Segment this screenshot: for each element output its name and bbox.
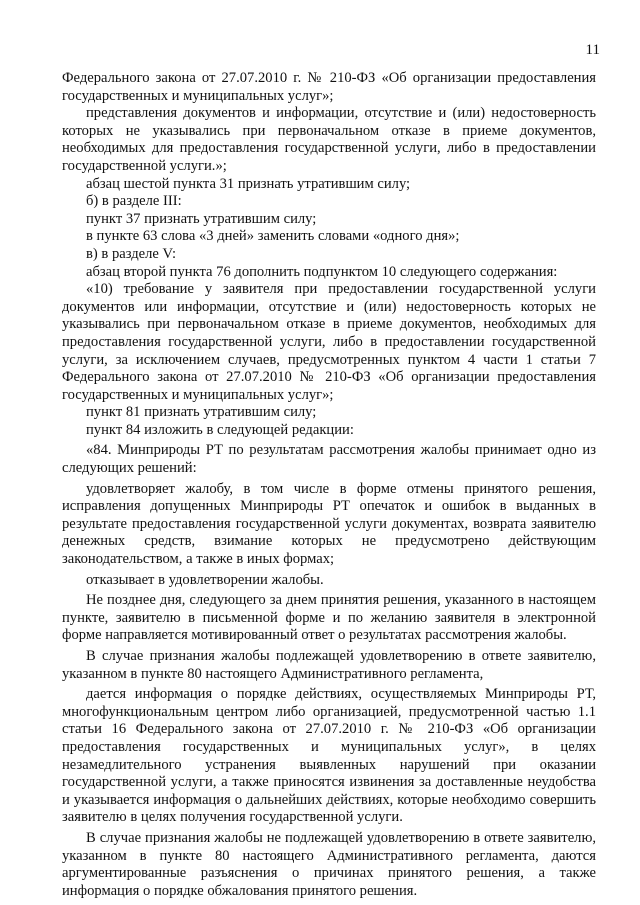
- paragraph: б) в разделе III:: [86, 193, 182, 210]
- paragraph: представления документов и информации, отсутствие и (или) недостоверность которых не указывались при первоначальном отказе в приеме документов, необходимых для предоставления государственной услуги, либо в предоставлении государственной услуги.»;: [62, 105, 596, 174]
- paragraph: в пункте 63 слова «3 дней» заменить словами «одного дня»;: [86, 228, 460, 245]
- paragraph: удовлетворяет жалобу, в том числе в форме отмены принятого решения, исправления допущенных Минприроды РТ опечаток и ошибок в выданных в результате предоставления государственной услуги документах, возврата заявителю денежных средств, взимание которых не предусмотрено действующим законодательством, а также в иных формах;: [62, 480, 596, 568]
- paragraph: В случае признания жалобы подлежащей удовлетворению в ответе заявителю, указанном в пункте 80 настоящего Административного регламента,: [62, 648, 596, 682]
- paragraph: абзац второй пункта 76 дополнить подпунктом 10 следующего содержания:: [86, 263, 558, 280]
- paragraph: «84. Минприроды РТ по результатам рассмотрения жалобы принимает одно из следующих решений:: [62, 442, 596, 477]
- paragraph: Не позднее дня, следующего за днем принятия решения, указанного в настоящем пункте, заявителю в письменной форме и по желанию заявителя в электронной форме направляется мотивированный ответ о результатах рассмотрения жалобы.: [62, 592, 596, 644]
- paragraph: пункт 81 признать утратившим силу;: [86, 404, 317, 421]
- paragraph: пункт 37 признать утратившим силу;: [86, 210, 317, 227]
- paragraph: отказывает в удовлетворении жалобы.: [86, 571, 324, 588]
- document-body: [62, 70, 596, 900]
- paragraph: В случае признания жалобы не подлежащей удовлетворению в ответе заявителю, указанном в пункте 80 настоящего Административного регламента, даются аргументированные разъяснения о причинах принятого решения, а также информация о порядке обжалования принятого решения.: [62, 829, 596, 899]
- paragraph: дается информация о порядке действиях, осуществляемых Минприроды РТ, многофункциональным центром либо организацией, предусмотренной частью 1.1 статьи 16 Федерального закона от 27.07.2010 г. № 210-ФЗ «Об организации предоставления государственных и муниципальных услуг», в целях незамедлительного устранения выявленных нарушений при оказании государственной услуги, а также приносятся извинения за доставленные неудобства и указывается информация о дальнейших действиях, которые необходимо совершить заявителю в целях получения государственной услуги.: [62, 686, 596, 826]
- paragraph: Федерального закона от 27.07.2010 г. № 210-ФЗ «Об организации предоставления государственных и муниципальных услуг»;: [62, 70, 596, 104]
- paragraph: пункт 84 изложить в следующей редакции:: [86, 421, 354, 438]
- page-number: 11: [585, 42, 600, 58]
- paragraph: абзац шестой пункта 31 признать утратившим силу;: [86, 175, 411, 192]
- paragraph: «10) требование у заявителя при предоставлении государственной услуги документов или информации, отсутствие и (или) недостоверность которых не указывались при первоначальном отказе в приеме документов, необходимых для предоставления государственной услуги, либо в предоставлении государственной услуги, за исключением случаев, предусмотренных пунктом 4 части 1 статьи 7 Федерального закона от 27.07.2010 № 210-ФЗ «Об организации предоставления государственных и муниципальных услуг»;: [62, 281, 596, 403]
- paragraph: в) в разделе V:: [86, 245, 177, 262]
